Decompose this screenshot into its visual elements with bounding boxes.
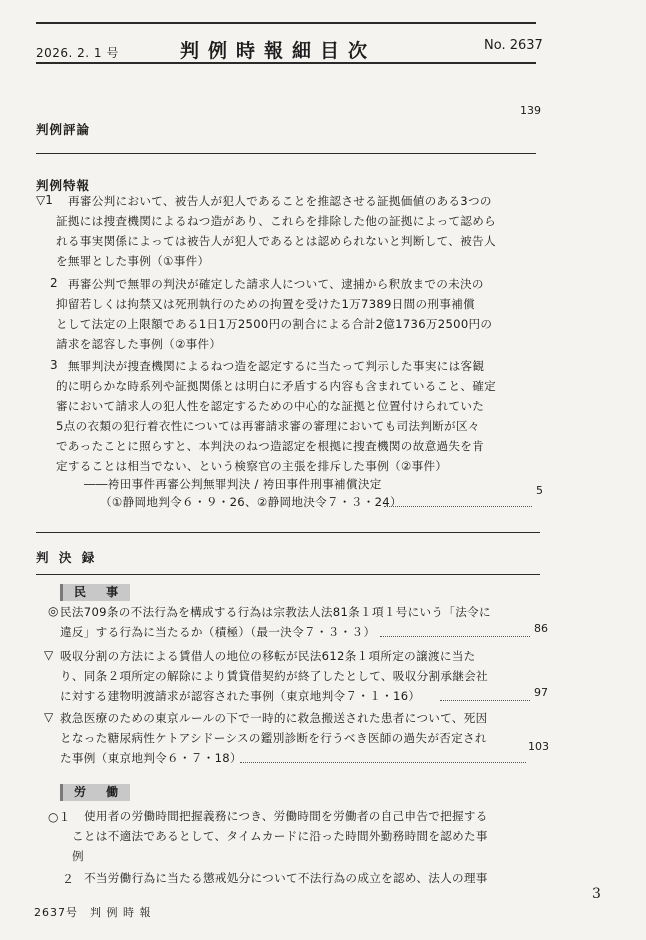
civil-item2-mark: ▽ <box>44 648 54 662</box>
special-item1-line[interactable]: 証拠には捜査機関によるねつ造があり、これらを排除した他の証拠によって認めら <box>56 214 497 228</box>
civil-item1-line[interactable]: 民法709条の不法行為を構成する行為は宗教法人法81条１項１号にいう「法令に <box>60 605 491 619</box>
special-item2-mark: 2 <box>50 276 58 290</box>
labor-item1-line[interactable]: ことは不適法であるとして、タイムカードに沿った時間外勤務時間を認めた事 <box>72 829 488 843</box>
leader-dots <box>384 506 532 507</box>
special-item3-line[interactable]: 審において請求人の犯人性を認定するための中心的な証拠と位置付けられていた <box>56 399 485 413</box>
header-rule <box>36 62 536 64</box>
civil-item3-mark: ▽ <box>44 710 54 724</box>
special-item3-line[interactable]: 定することは相当でない、という検察官の主張を排斥した事例（②事件） <box>56 459 448 473</box>
civil-item3-line[interactable]: た事例（東京地判令６・７・18） <box>60 751 242 765</box>
special-item3-line[interactable]: 5点の衣類の犯行着衣性については再審請求審の審理においても司法判断が区々 <box>56 419 480 433</box>
special-item3-line[interactable]: であったことに照らすと、本判決のねつ造認定を根拠に捜査機関の故意過失を肯 <box>56 439 485 453</box>
judgments-rule <box>36 574 540 575</box>
review-rule <box>36 153 536 154</box>
civil-item1-page: 86 <box>534 622 548 635</box>
judgments-heading: 判 決 録 <box>36 550 98 565</box>
special-item1-line[interactable]: れる事実関係によっては被告人が犯人であるとは認められないと判断して、被告人 <box>56 234 496 248</box>
labor-item1-line[interactable]: 例 <box>72 849 84 863</box>
leader-dots <box>440 700 530 701</box>
special-item1-mark: ▽1 <box>36 193 53 207</box>
special-item2-line[interactable]: 抑留若しくは拘禁又は死刑執行のための拘置を受けた1万7389日間の刑事補償 <box>56 297 475 311</box>
special-item2-line[interactable]: として法定の上限額である1日1万2500円の割合による合計2億1736万2500円の <box>56 317 493 331</box>
issue-date: 2026. 2. 1 号 <box>36 46 119 60</box>
special-item1-line[interactable]: を無罪とした事例（①事件） <box>56 254 210 268</box>
special-page: 5 <box>536 484 543 497</box>
page-number: 3 <box>592 886 601 902</box>
case-name[interactable]: ――袴田事件再審公判無罪判決 / 袴田事件刑事補償決定 <box>84 477 382 491</box>
labor-label: 労 働 <box>60 784 130 801</box>
special-item2-line[interactable]: 請求を認容した事例（②事件） <box>56 337 222 351</box>
labor-item1-mark: ○１ <box>48 810 71 824</box>
civil-item2-line[interactable]: 吸収分割の方法による賃借人の地位の移転が民法612条１項所定の譲渡に当た <box>60 649 476 663</box>
civil-item1-mark: ◎ <box>48 604 59 618</box>
special-heading: 判例特報 <box>36 178 91 193</box>
court-citation: （①静岡地判令６・９・26、②静岡地決令７・３・24） <box>100 495 402 509</box>
civil-item2-line[interactable]: り、同条２項所定の解除により賃貸借契約が終了したとして、吸収分割承継会社 <box>60 669 488 683</box>
issue-number: No. 2637 <box>484 38 543 53</box>
special-item1-line[interactable]: 再審公判において、被告人が犯人であることを推認させる証拠価値のある3つの <box>68 194 492 208</box>
civil-item3-line[interactable]: となった糖尿病性ケトアシドーシスの鑑別診断を行うべき医師の過失が否定され <box>60 731 487 745</box>
labor-item2-mark: ２ <box>62 872 75 886</box>
top-rule <box>36 22 536 24</box>
review-page: 139 <box>520 104 541 117</box>
special-item2-line[interactable]: 再審公判で無罪の判決が確定した請求人について、逮捕から釈放までの未決の <box>68 277 484 291</box>
leader-dots <box>380 636 530 637</box>
civil-item2-line[interactable]: に対する建物明渡請求が認容された事例（東京地判令７・１・16） <box>60 689 421 703</box>
civil-item3-page: 103 <box>528 740 549 753</box>
labor-item1-line[interactable]: 使用者の労働時間把握義務につき、労働時間を労働者の自己申告で把握する <box>84 809 488 823</box>
special-item3-mark: 3 <box>50 358 58 372</box>
civil-item2-page: 97 <box>534 686 548 699</box>
labor-item2-line[interactable]: 不当労働行為に当たる懲戒処分について不法行為の成立を認め、法人の理事 <box>84 871 488 885</box>
leader-dots <box>240 762 526 763</box>
page-title: 判例時報細目次 <box>180 40 377 62</box>
special-item3-line[interactable]: 無罪判決が捜査機関によるねつ造を認定するに当たって判示した事実には客観 <box>68 359 485 373</box>
special-rule <box>36 532 540 533</box>
civil-label: 民 事 <box>60 584 130 601</box>
special-item3-line[interactable]: 的に明らかな時系列や証拠関係とは明白に矛盾する内容も含まれていること、確定 <box>56 379 497 393</box>
civil-item1-line[interactable]: 違反」する行為に当たるか（積極）（最一決令７・３・３） <box>60 625 376 639</box>
review-heading[interactable]: 判例評論 <box>36 122 91 137</box>
civil-item3-line[interactable]: 救急医療のための東京ルールの下で一時的に救急搬送された患者について、死因 <box>60 711 488 725</box>
footer-journal: 2637号 判 例 時 報 <box>34 906 152 919</box>
